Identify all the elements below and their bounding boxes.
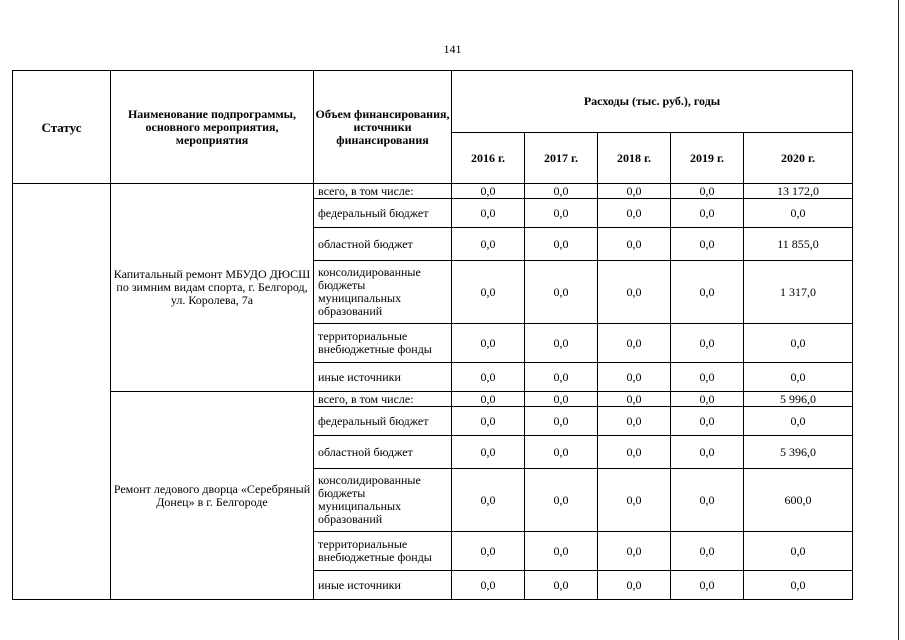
expense-value-cell: 0,0 [452,392,525,407]
expense-value-cell: 0,0 [525,469,598,532]
table-row [13,392,853,407]
expense-value-cell: 0,0 [452,571,525,600]
header-expenses: Расходы (тыс. руб.), годы [452,71,853,133]
expense-value-cell: 0,0 [671,407,744,436]
expense-value-cell: 0,0 [452,436,525,469]
expense-value-cell: 0,0 [598,532,671,571]
header-funding: Объем финансирования, источники финансирования [314,71,452,184]
funding-source-cell: иные источники [314,363,452,392]
expense-value-cell: 0,0 [671,469,744,532]
expense-value-cell: 0,0 [744,199,853,228]
expense-value-cell: 0,0 [452,199,525,228]
funding-source-cell: территориальные внебюджетные фонды [314,532,452,571]
funding-source-cell: территориальные внебюджетные фонды [314,324,452,363]
event-name-cell: Ремонт ледового дворца «Серебряный Донец» в г. Белгороде [111,392,314,600]
budget-table [12,70,853,600]
expense-value-cell: 0,0 [671,324,744,363]
expense-value-cell: 0,0 [525,571,598,600]
expense-value-cell: 0,0 [598,184,671,199]
expense-value-cell: 0,0 [525,228,598,261]
expense-value-cell: 11 855,0 [744,228,853,261]
expense-value-cell: 0,0 [671,363,744,392]
expense-value-cell: 0,0 [671,436,744,469]
expense-value-cell: 5 996,0 [744,392,853,407]
expense-value-cell: 0,0 [744,407,853,436]
page-edge-line [898,0,899,640]
expense-value-cell: 0,0 [452,469,525,532]
expense-value-cell: 0,0 [744,532,853,571]
expense-value-cell: 0,0 [671,184,744,199]
expense-value-cell: 0,0 [598,407,671,436]
funding-source-cell: федеральный бюджет [314,407,452,436]
expense-value-cell: 0,0 [525,184,598,199]
expense-value-cell: 0,0 [598,324,671,363]
expense-value-cell: 0,0 [744,571,853,600]
expense-value-cell: 0,0 [525,199,598,228]
expense-value-cell: 0,0 [671,532,744,571]
expense-value-cell: 5 396,0 [744,436,853,469]
header-year: 2017 г. [525,133,598,184]
expense-value-cell: 0,0 [671,392,744,407]
expense-value-cell: 0,0 [671,199,744,228]
status-cell [13,184,111,600]
expense-value-cell: 0,0 [671,261,744,324]
expense-value-cell: 0,0 [452,324,525,363]
page-number: 141 [443,42,462,56]
expense-value-cell: 0,0 [598,469,671,532]
expense-value-cell: 0,0 [598,363,671,392]
funding-source-cell: консолидированные бюджеты муниципальных образований [314,261,452,324]
expense-value-cell: 0,0 [452,363,525,392]
expense-value-cell: 0,0 [671,571,744,600]
expense-value-cell: 0,0 [671,228,744,261]
header-year: 2018 г. [598,133,671,184]
expense-value-cell: 0,0 [598,392,671,407]
expense-value-cell: 0,0 [452,407,525,436]
funding-source-cell: всего, в том числе: [314,184,452,199]
header-year: 2019 г. [671,133,744,184]
header-status: Статус [13,71,111,184]
expense-value-cell: 0,0 [525,532,598,571]
funding-source-cell: всего, в том числе: [314,392,452,407]
header-name: Наименование подпрограммы, основного мероприятия, мероприятия [111,71,314,184]
expense-value-cell: 0,0 [525,363,598,392]
expense-value-cell: 0,0 [525,324,598,363]
expense-value-cell: 0,0 [598,261,671,324]
expense-value-cell: 0,0 [598,436,671,469]
expense-value-cell: 13 172,0 [744,184,853,199]
expense-value-cell: 0,0 [525,407,598,436]
funding-source-cell: областной бюджет [314,436,452,469]
expense-value-cell: 1 317,0 [744,261,853,324]
funding-source-cell: областной бюджет [314,228,452,261]
expense-value-cell: 0,0 [452,261,525,324]
expense-value-cell: 0,0 [525,436,598,469]
event-name-cell: Капитальный ремонт МБУДО ДЮСШ по зимним видам спорта, г. Белгород, ул. Королева, 7а [111,184,314,392]
expense-value-cell: 0,0 [744,324,853,363]
header-year: 2020 г. [744,133,853,184]
table-row [13,184,853,199]
expense-value-cell: 0,0 [452,532,525,571]
funding-source-cell: иные источники [314,571,452,600]
funding-source-cell: консолидированные бюджеты муниципальных образований [314,469,452,532]
expense-value-cell: 0,0 [598,199,671,228]
expense-value-cell: 0,0 [525,261,598,324]
expense-value-cell: 600,0 [744,469,853,532]
expense-value-cell: 0,0 [598,571,671,600]
expense-value-cell: 0,0 [598,228,671,261]
expense-value-cell: 0,0 [525,392,598,407]
expense-value-cell: 0,0 [452,184,525,199]
funding-source-cell: федеральный бюджет [314,199,452,228]
expense-value-cell: 0,0 [452,228,525,261]
expense-value-cell: 0,0 [744,363,853,392]
header-year: 2016 г. [452,133,525,184]
